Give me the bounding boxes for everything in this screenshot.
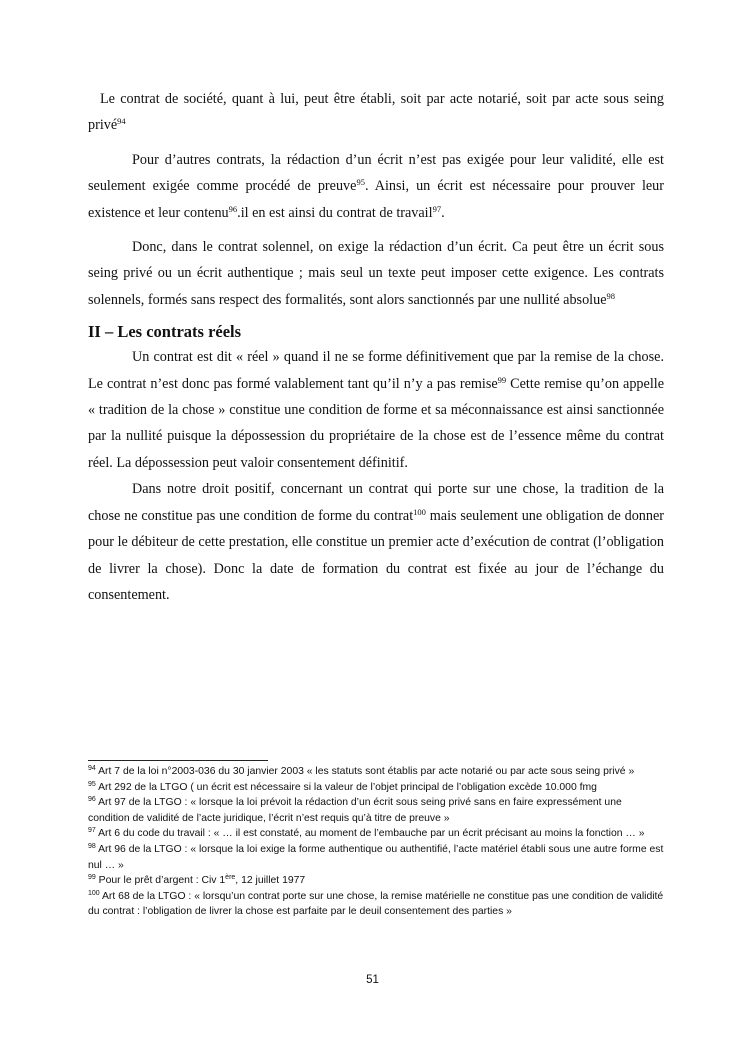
footnote-ref-96[interactable]: 96 bbox=[228, 203, 238, 214]
footnote-ref-94[interactable]: 94 bbox=[117, 116, 126, 127]
paragraph-droit-positif: Dans notre droit positif, concernant un contrat qui porte sur une chose, la tradition de la chose ne constitue pas une condition de forme du contrat$^{100}$ mais seulement une obligation de donner pour le débiteur de cette prestation, elle constitue un premier acte d’exécution de contrat (l’obligation de livrer la chose). Donc la date de formation du contrat est fixée au jour de l’échange du consentement. bbox=[88, 481, 664, 603]
paragraph-preuve: Pour d’autres contrats, la rédaction d’un écrit n’est pas exigée pour leur validité, elle est seulement exigée comme procédé de preuve$^{95}$. Ainsi, un écrit est nécessaire pour prouver leur existence et leur contenu$^{96}$.il en est ainsi du contrat de travail$^{97}$. bbox=[88, 151, 664, 221]
footnote-94: $^{94}$ Art 7 de la loi n°2003-036 du 30 janvier 2003 « les statuts sont établis par acte notarié ou par acte sous seing privé » bbox=[88, 765, 635, 777]
footnote-separator bbox=[88, 760, 268, 761]
section-heading: II – Les contrats réels bbox=[88, 322, 242, 342]
footnote-ref-97[interactable]: 97 bbox=[432, 203, 442, 214]
footnote-98: $^{98}$ Art 96 de la LTGO : « lorsque la loi exige la forme authentique ou authentifié, l’acte matériel établi sous une autre forme est nul … » bbox=[88, 842, 664, 871]
footnote-96: $^{96}$ Art 97 de la LTGO : « lorsque la loi prévoit la rédaction d’un écrit sous seing privé sans en faire expressément une condition de validité de l’acte juridique, l’écrit n’est requis qu’à titre de preuve » bbox=[88, 796, 622, 824]
footnote-ref-99[interactable]: 99 bbox=[497, 374, 507, 385]
footnote-97: $^{97}$ Art 6 du code du travail : « … il est constaté, au moment de l’embauche par un écrit précisant au moins la fonction … » bbox=[88, 827, 645, 840]
paragraph-contrat-reel: Un contrat est dit « réel » quand il ne se forme définitivement que par la remise de la chose. Le contrat n’est donc pas formé valablement tant qu’il n’y a pas remise$^{99}$ Cette remise qu’on appelle « tradition de la chose » constitue une condition de forme et sa méconnaissance est ainsi sanctionnée par la nullité puisque la dépossession du propriétaire de la chose est de l’essence même du contrat réel. La dépossession peut valoir consentement définitif. bbox=[88, 349, 664, 471]
footnote-ref-100[interactable]: 100 bbox=[413, 506, 426, 517]
footnote-ref-98[interactable]: 98 bbox=[606, 290, 616, 301]
footnote-95: $^{95}$ Art 292 de la LTGO ( un écrit est nécessaire si la valeur de l’objet principal de l’obligation excède 10.000 fmg bbox=[88, 780, 597, 793]
paragraph-solennel: Donc, dans le contrat solennel, on exige la rédaction d’un écrit. Ca peut être un écrit sous seing privé ou un écrit authentique ; mais seul un texte peut imposer cette exigence. Les contrats solennels, formés sans respect des formalités, sont alors sanctionnés par une nullité absolue$^{98}$ bbox=[88, 239, 664, 308]
page-number: 51 bbox=[366, 974, 379, 986]
paragraph-societe: Le contrat de société, quant à lui, peut être établi, soit par acte notarié, soit par acte sous seing privé$^{94}$ bbox=[88, 91, 664, 134]
footnote-ref-95[interactable]: 95 bbox=[356, 177, 365, 188]
body-text bbox=[88, 86, 664, 608]
footnote-99: $^{99}$ Pour le prêt d’argent : Civ 1ère, 12 juillet 1977 bbox=[88, 874, 306, 887]
footnotes bbox=[88, 764, 664, 920]
footnote-100: $^{100}$ Art 68 de la LTGO : « lorsqu’un contrat porte sur une chose, la remise matérielle ne constitue pas une condition de validité du contrat : l’obligation de livrer la chose est parfaite par le deuil consentement des parties » bbox=[88, 889, 664, 918]
